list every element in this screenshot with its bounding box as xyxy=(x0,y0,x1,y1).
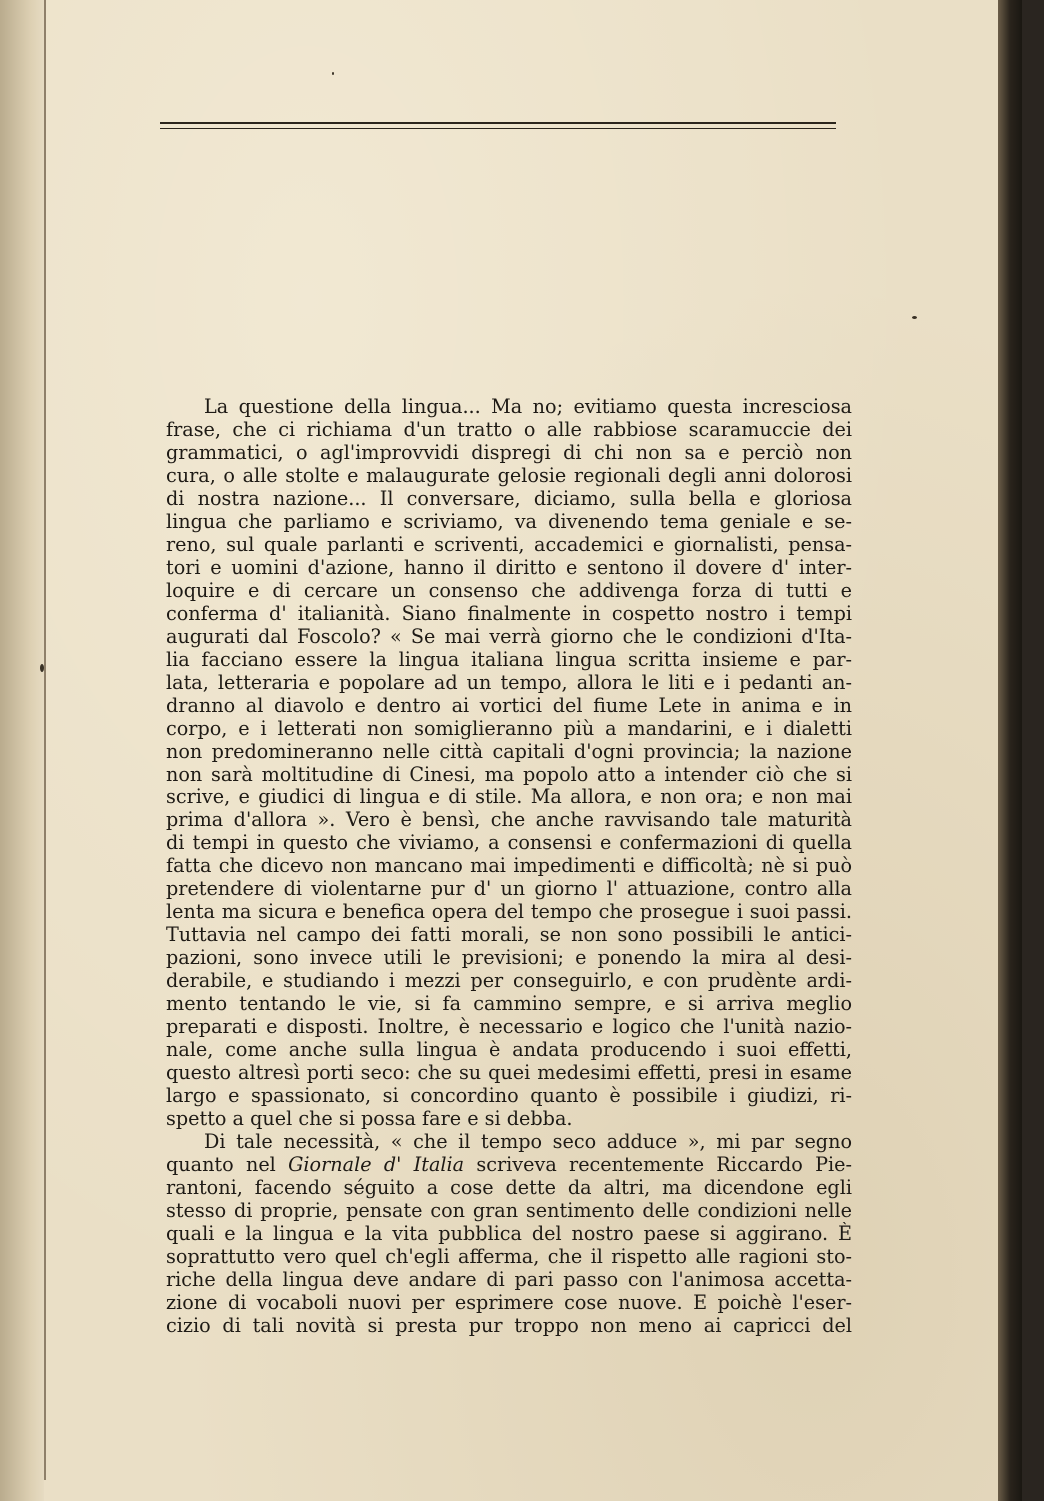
text-line: preparati e disposti. Inoltre, è necessario e logico che l'unità nazio- xyxy=(166,1015,852,1039)
text-line: largo e spassionato, si concordino quanto è possibile i giudizi, ri- xyxy=(166,1084,852,1108)
header-rule-thin xyxy=(160,128,836,129)
text-line: pretendere di violentarne pur d' un giorno l' attuazione, contro alla xyxy=(166,877,852,901)
text-line: rantoni, facendo séguito a cose dette da altri, ma dicendone egli xyxy=(166,1175,852,1199)
text-line: fatta che dicevo non mancano mai impedimenti e difficoltà; nè si può xyxy=(166,854,852,878)
text-line: di nostra nazione... Il conversare, diciamo, sulla bella e gloriosa xyxy=(166,486,852,510)
text-line: reno, sul quale parlanti e scriventi, accademici e giornalisti, pensa- xyxy=(166,532,852,556)
gutter-fold-line xyxy=(44,0,46,1480)
text-line: lenta ma sicura e benefica opera del tempo che prosegue i suoi passi. xyxy=(166,900,852,924)
text-line: Tuttavia nel campo dei fatti morali, se non sono possibili le antici- xyxy=(166,923,852,947)
text-segment: quanto nel xyxy=(166,1152,289,1176)
text-line: quali e la lingua e la vita pubblica del nostro paese si aggirano. È xyxy=(166,1221,852,1245)
text-line: derabile, e studiando i mezzi per conseguirlo, e con prudènte ardi- xyxy=(166,969,852,993)
text-line: dranno al diavolo e dentro ai vortici del fiume Lete in anima e in xyxy=(166,693,852,717)
text-line: grammatici, o agl'improvvidi dispregi di chi non sa e perciò non xyxy=(166,440,852,464)
italic-journal-title: Giornale d' Italia xyxy=(288,1152,465,1176)
text-line: lingua che parliamo e scriviamo, va divenendo tema geniale e se- xyxy=(166,509,852,533)
text-line: mento tentando le vie, si fa cammino sempre, e si arriva meglio xyxy=(166,992,852,1016)
text-line: frase, che ci richiama d'un tratto o alle rabbiose scaramuccie dei xyxy=(166,417,852,441)
text-line: spetto a quel che si possa fare e si debba. xyxy=(166,1107,573,1130)
text-line: zione di vocaboli nuovi per esprimere cose nuove. E poichè l'eser- xyxy=(166,1290,852,1314)
text-line: riche della lingua deve andare di pari passo con l'animosa accetta- xyxy=(166,1267,852,1291)
body-text xyxy=(166,395,852,1337)
text-line: soprattutto vero quel ch'egli afferma, che il rispetto alle ragioni sto- xyxy=(166,1244,852,1268)
text-line: nale, come anche sulla lingua è andata producendo i suoi effetti, xyxy=(166,1038,852,1062)
text-line: Di tale necessità, « che il tempo seco adduce », mi par segno xyxy=(204,1130,852,1153)
text-line: di tempi in questo che viviamo, a consensi e confermazioni di quella xyxy=(166,831,852,855)
text-line-with-italic xyxy=(166,1153,852,1176)
text-line: tori e uomini d'azione, hanno il diritto e sentono il dovere d' inter- xyxy=(166,555,852,579)
text-line: prima d'allora ». Vero è bensì, che anche ravvisando tale maturità xyxy=(166,808,852,832)
paper-speck xyxy=(912,316,917,319)
text-line: augurati dal Foscolo? « Se mai verrà giorno che le condizioni d'Ita- xyxy=(166,624,852,648)
text-line: cizio di tali novità si presta pur troppo non meno ai capricci del xyxy=(166,1313,852,1337)
text-line: La questione della lingua... Ma no; evitiamo questa incresciosa xyxy=(204,395,852,418)
text-line: lata, letteraria e popolare ad un tempo, allora le liti e i pedanti an- xyxy=(166,670,852,694)
text-line: corpo, e i letterati non somiglieranno più a mandarini, e i dialetti xyxy=(166,716,852,740)
text-line: non predomineranno nelle città capitali d'ogni provincia; la nazione xyxy=(166,739,852,763)
text-line: non sarà moltitudine di Cinesi, ma popolo atto a intender ciò che si xyxy=(166,762,852,786)
text-line: scrive, e giudici di lingua e di stile. Ma allora, e non ora; e non mai xyxy=(166,785,852,809)
text-line: conferma d' italianità. Siano finalmente in cospetto nostro i tempi xyxy=(166,601,852,625)
text-line: questo altresì porti seco: che su quei medesimi effetti, presi in esame xyxy=(166,1061,852,1085)
text-line: loquire e di cercare un consenso che addivenga forza di tutti e xyxy=(166,578,852,602)
page-gutter xyxy=(0,0,44,1501)
header-rule-thick xyxy=(160,122,836,124)
paper-speck xyxy=(40,664,44,672)
text-line: cura, o alle stolte e malaugurate gelosie regionali degli anni dolorosi xyxy=(166,463,852,487)
paper-speck xyxy=(332,72,334,75)
page-right-edge xyxy=(998,0,1022,1501)
text-line: pazioni, sono invece utili le previsioni; e ponendo la mira al desi- xyxy=(166,946,852,970)
text-line: stesso di proprie, pensate con gran sentimento delle condizioni nelle xyxy=(166,1198,852,1222)
text-line: lia facciano essere la lingua italiana lingua scritta insieme e par- xyxy=(166,647,852,671)
text-segment: scriveva recentemente Riccardo Pie- xyxy=(464,1152,852,1176)
